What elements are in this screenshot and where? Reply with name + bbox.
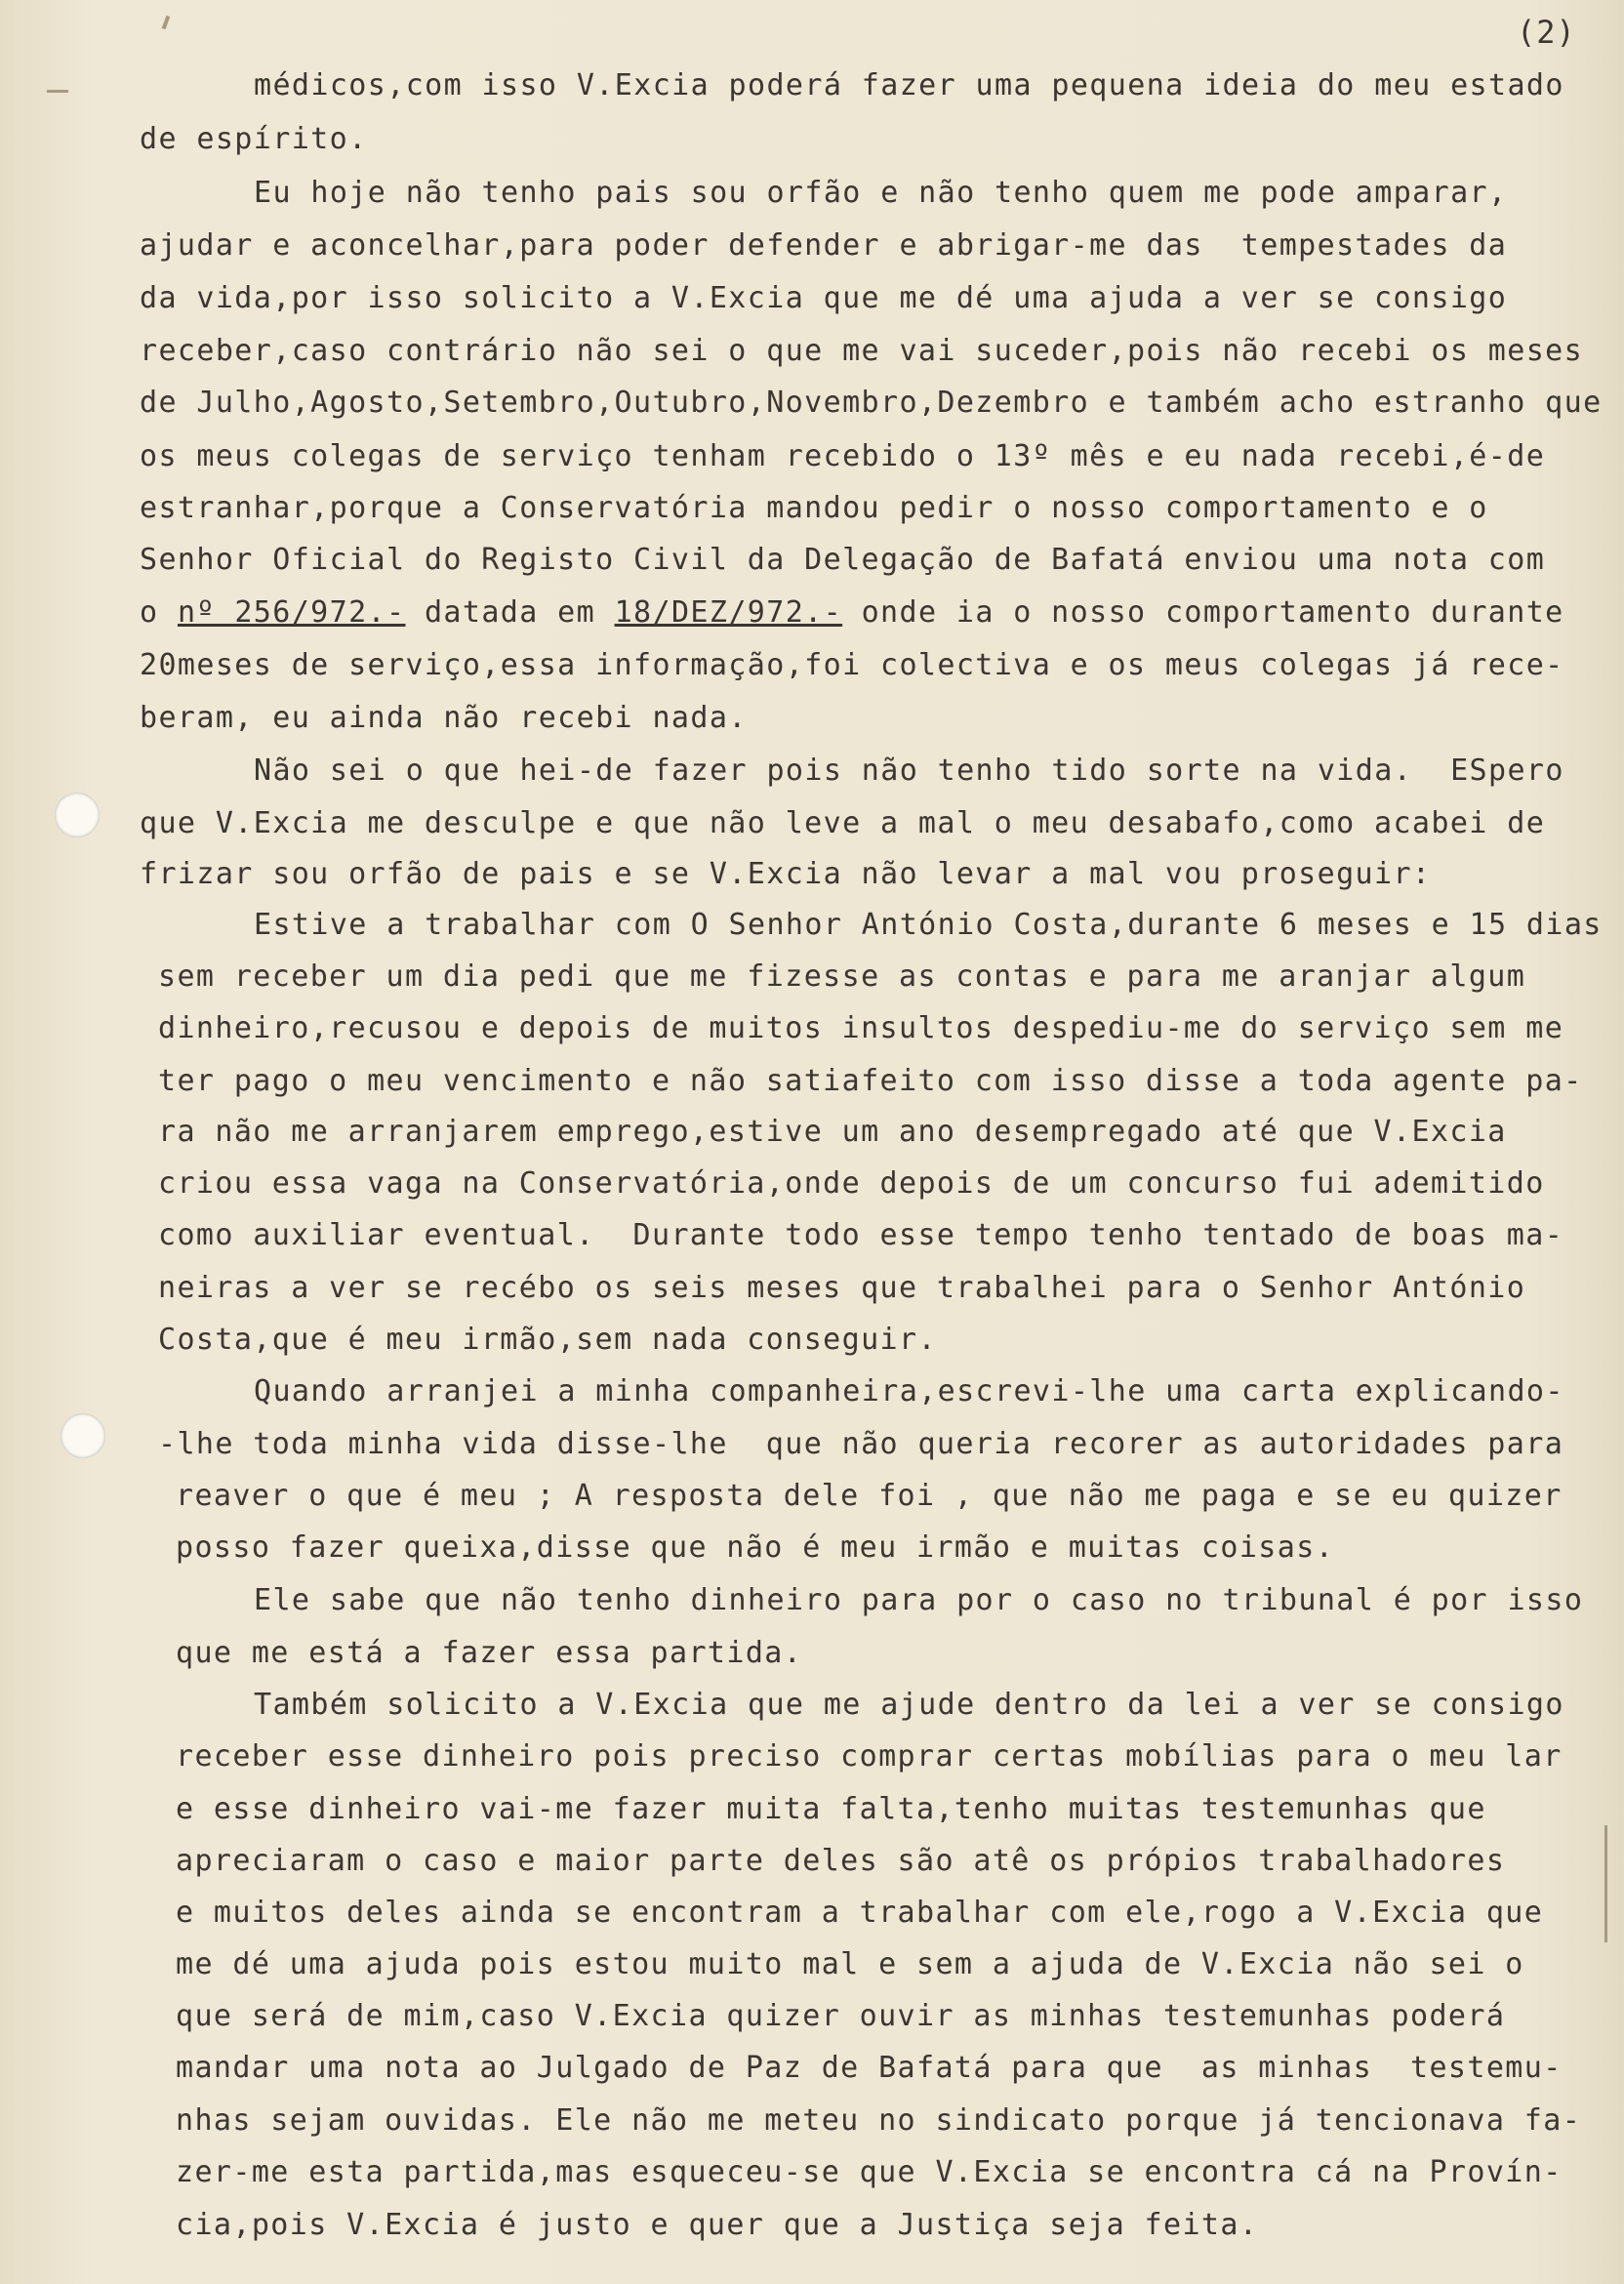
text-line: que V.Excia me desculpe e que não leve a mal o meu desabafo,como acabei de [140, 806, 1546, 840]
paper-mark [1604, 1825, 1607, 1942]
text-line: que me está a fazer essa partida. [176, 1636, 803, 1670]
text-line [140, 595, 1564, 631]
text-segment: onde ia o nosso comportamento durante [842, 595, 1564, 630]
reference-number: nº 256/972.- [177, 595, 406, 630]
text-line: 20meses de serviço,essa informação,foi colectiva e os meus colegas já rece- [140, 648, 1564, 682]
page-number: (2) [1517, 14, 1576, 51]
text-line: Não sei o que hei-de fazer pois não tenho tido sorte na vida. ESpero [254, 754, 1564, 788]
text-line: Costa,que é meu irmão,sem nada conseguir. [158, 1323, 937, 1357]
paper-mark [47, 90, 68, 93]
text-line: posso fazer queixa,disse que não é meu irmão e muitas coisas. [176, 1530, 1335, 1565]
text-line: receber esse dinheiro pois preciso comprar certas mobílias para o meu lar [176, 1739, 1563, 1774]
text-line: e muitos deles ainda se encontram a trabalhar com ele,rogo a V.Excia que [176, 1896, 1544, 1930]
text-line: receber,caso contrário não sei o que me vai suceder,pois não recebi os meses [140, 334, 1584, 368]
text-line: criou essa vaga na Conservatória,onde depois de um concurso fui ademitido [158, 1166, 1545, 1201]
text-line: como auxiliar eventual. Durante todo esse tempo tenho tentado de boas ma- [158, 1218, 1564, 1252]
paper-mark [162, 16, 171, 30]
text-line: e esse dinheiro vai-me fazer muita falta,tenho muitas testemunhas que [176, 1792, 1486, 1826]
text-line: estranhar,porque a Conservatória mandou pedir o nosso comportamento e o [140, 491, 1488, 525]
text-line: Ele sabe que não tenho dinheiro para por o caso no tribunal é por isso [254, 1583, 1584, 1617]
text-line: Estive a trabalhar com O Senhor António Costa,durante 6 meses e 15 dias [254, 908, 1603, 942]
punch-hole [61, 1413, 105, 1458]
text-segment: datada em [405, 595, 615, 630]
text-line: nhas sejam ouvidas. Ele não me meteu no sindicato porque já tencionava fa- [176, 2103, 1582, 2138]
text-line: me dé uma ajuda pois estou muito mal e sem a ajuda de V.Excia não sei o [176, 1947, 1524, 1981]
reference-date: 18/DEZ/972.- [614, 595, 843, 630]
text-line: zer-me esta partida,mas esqueceu-se que V.Excia se encontra cá na Provín- [176, 2155, 1563, 2189]
text-line: sem receber um dia pedi que me fizesse as contas e para me aranjar algum [158, 959, 1526, 994]
text-line: ra não me arranjarem emprego,estive um ano desempregado até que V.Excia [158, 1115, 1507, 1149]
text-line: de Julho,Agosto,Setembro,Outubro,Novembro,Dezembro e também acho estranho que [140, 386, 1603, 420]
text-line: os meus colegas de serviço tenham recebido o 13º mês e eu nada recebi,é-de [140, 439, 1546, 473]
text-line: -lhe toda minha vida disse-lhe que não queria recorer as autoridades para [158, 1427, 1564, 1461]
text-line: mandar uma nota ao Julgado de Paz de Bafatá para que as minhas testemu- [176, 2051, 1563, 2085]
punch-hole [55, 793, 100, 837]
text-line: reaver o que é meu ; A resposta dele foi , que não me paga e se eu quizer [176, 1479, 1563, 1513]
text-line: dinheiro,recusou e depois de muitos insultos despediu-me do serviço sem me [158, 1011, 1564, 1045]
text-line: Senhor Oficial do Registo Civil da Delegação de Bafatá enviou uma nota com [140, 543, 1546, 577]
text-line: ter pago o meu vencimento e não satiafeito com isso disse a toda agente pa- [158, 1064, 1583, 1098]
text-line: médicos,com isso V.Excia poderá fazer uma pequena ideia do meu estado [254, 68, 1564, 102]
text-line: cia,pois V.Excia é justo e quer que a Justiça seja feita. [176, 2208, 1259, 2242]
text-line: Também solicito a V.Excia que me ajude dentro da lei a ver se consigo [254, 1688, 1564, 1722]
text-line: Eu hoje não tenho pais sou orfão e não tenho quem me pode amparar, [254, 176, 1508, 210]
text-line: frizar sou orfão de pais e se V.Excia não levar a mal vou proseguir: [140, 857, 1432, 891]
text-line: de espírito. [140, 122, 368, 156]
text-line: neiras a ver se recébo os seis meses que trabalhei para o Senhor António [158, 1271, 1526, 1305]
text-line: que será de mim,caso V.Excia quizer ouvir as minhas testemunhas poderá [176, 1999, 1506, 2033]
text-segment: o [140, 595, 178, 630]
text-line: apreciaram o caso e maior parte deles são atê os própios trabalhadores [176, 1844, 1506, 1878]
text-line: ajudar e aconcelhar,para poder defender e abrigar-me das tempestades da [140, 228, 1508, 263]
text-line: da vida,por isso solicito a V.Excia que me dé uma ajuda a ver se consigo [140, 281, 1508, 315]
text-line: beram, eu ainda não recebi nada. [140, 701, 748, 735]
text-line: Quando arranjei a minha companheira,escrevi-lhe uma carta explicando- [254, 1374, 1564, 1408]
